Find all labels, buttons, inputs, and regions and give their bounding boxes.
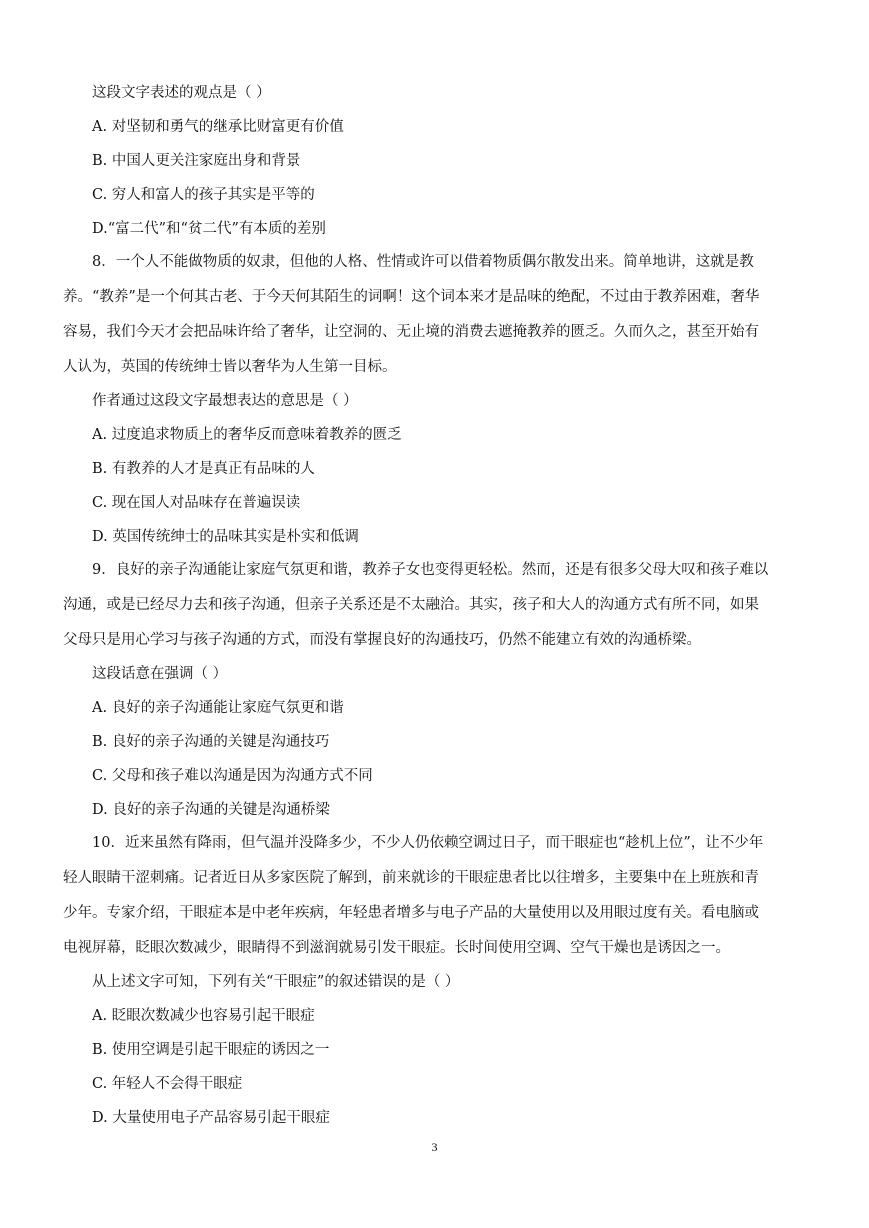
question-10-option-d: D. 大量使用电子产品容易引起干眼症 [92,1110,330,1126]
question-9-option-b: B. 良好的亲子沟通的关键是沟通技巧 [92,734,330,750]
question-8-option-d: D. 英国传统绅士的品味其实是朴实和低调 [92,529,359,545]
page-number: 3 [431,1140,438,1154]
question-9-option-a: A. 良好的亲子沟通能让家庭气氛更和谐 [92,700,344,716]
question-7-option-c: C. 穷人和富人的孩子其实是平等的 [92,187,315,203]
question-10-prompt: 从上述文字可知，下列有关“干眼症”的叙述错误的是（ ） [92,974,460,990]
question-8-passage: 8．一个人不能做物质的奴隶，但他的人格、性情或许可以借着物质偶尔散发出来。简单地讲，这就是教养。“教养”是一个何其古老、于今天何其陌生的词啊！这个词本来才是品味的绝配，不过由于教养困难，奢华容易，我们今天才会把品味许给了奢华，让空洞的、无止境的消费去遮掩教养的匮乏。久而久之，甚至开始有人认为，英国的传统绅士皆以奢华为人生第一目标。 [63,254,760,375]
question-8-block [63,245,800,547]
question-10-passage: 10．近来虽然有降雨，但气温并没降多少，不少人仍依赖空调过日子，而干眼症也“趁机上位”，让不少年轻人眼睛干涩刺痛。记者近日从多家医院了解到，前来就诊的干眼症患者比以往增多，主要集中在上班族和青少年。专家介绍，干眼症本是中老年疾病，年轻患者增多与电子产品的大量使用以及用眼过度有关。看电脑或电视屏幕，眨眼次数减少，眼睛得不到滋润就易引发干眼症。长时间使用空调、空气干燥也是诱因之一。 [63,835,764,956]
question-9-option-d: D. 良好的亲子沟通的关键是沟通桥梁 [92,802,330,818]
question-9-passage: 9．良好的亲子沟通能让家庭气氛更和谐，教养子女也变得更轻松。然而，还是有很多父母大叹和孩子难以沟通，或是已经尽力去和孩子沟通，但亲子关系还是不太融洽。其实，孩子和大人的沟通方式有所不同，如果父母只是用心学习与孩子沟通的方式，而没有掌握良好的沟通技巧，仍然不能建立有效的沟通桥梁。 [63,562,769,648]
question-8-option-b: B. 有教养的人才是真正有品味的人 [92,461,315,477]
question-7-option-b: B. 中国人更关注家庭出身和背景 [92,153,301,169]
question-9-option-c: C. 父母和孩子难以沟通是因为沟通方式不同 [92,768,373,784]
page-content [63,83,800,1142]
question-8-option-a: A. 过度追求物质上的奢华反而意味着教养的匮乏 [92,427,402,443]
question-7-option-d: D.“富二代”和“贫二代”有本质的差别 [92,221,326,237]
question-7-prompt: 这段文字表述的观点是（ ） [92,85,271,101]
question-10-option-a: A. 眨眼次数减少也容易引起干眼症 [92,1008,315,1024]
question-10-block [63,826,800,1128]
question-7-block [92,83,800,239]
question-8-prompt: 作者通过这段文字最想表达的意思是（ ） [92,393,358,409]
question-9-block [63,553,800,820]
question-7-option-a: A. 对坚韧和勇气的继承比财富更有价值 [92,119,344,135]
question-9-prompt: 这段话意在强调（ ） [92,666,228,682]
question-10-option-b: B. 使用空调是引起干眼症的诱因之一 [92,1042,330,1058]
question-8-option-c: C. 现在国人对品味存在普遍误读 [92,495,301,511]
question-10-option-c: C. 年轻人不会得干眼症 [92,1076,243,1092]
